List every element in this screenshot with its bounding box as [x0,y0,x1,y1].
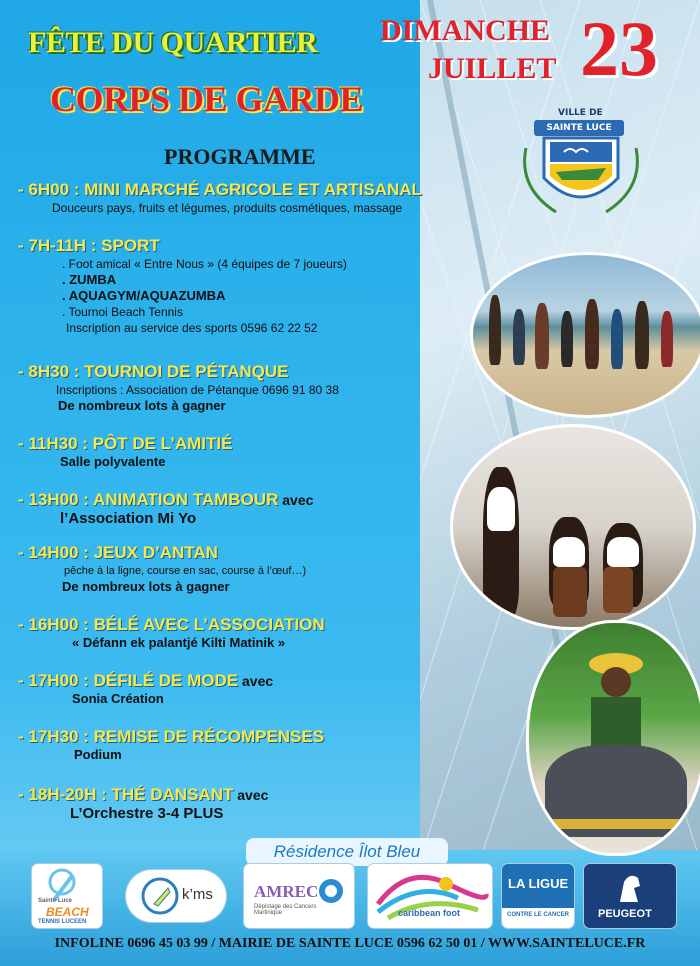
sainte-luce-logo [516,108,646,220]
program-item-detail: pêche à la ligne, course en sac, course à l’œuf…) [64,565,307,577]
program-item [18,615,325,651]
program-item-detail: L’Orchestre 3-4 PLUS [70,805,224,822]
date-month: JUILLET [428,52,557,85]
ribbon-icon [316,876,346,906]
program-item-detail: Douceurs pays, fruits et légumes, produits cosmétiques, massage [52,201,403,215]
logo-banner: SAINTE LUCE [534,120,624,136]
program-item-heading-suffix: avec [233,787,269,803]
program-item-detail: Sonia Création [72,691,164,706]
beach-tennis-line1: Sainte-Luce [38,898,73,904]
program-item-heading [18,785,268,805]
la-ligue-logo [502,864,574,928]
program-item-heading-main: - 17H00 : DÉFILÉ DE MODE [18,671,239,690]
date-day: DIMANCHE [380,14,550,47]
program-item [18,490,313,528]
footer-contact: INFOLINE 0696 45 03 99 / MAIRIE DE SAINTE LUCE 0596 62 50 01 / WWW.SAINTELUCE.FR [54,936,646,951]
program-item [18,434,232,470]
program-item-detail: Inscriptions : Association de Pétanque 0696 91 80 38 [56,383,339,397]
program-item-detail: « Défann ek palantjé Kilti Matinik » [72,635,286,650]
dancer-photo [526,620,700,856]
peugeot-text: PEUGEOT [598,908,652,920]
program-item-heading: - 7H-11H : SPORT [18,236,160,255]
program-item-heading: - 6H00 : MINI MARCHÉ AGRICOLE ET ARTISANAL [18,180,422,199]
program-item-detail: Podium [74,747,122,762]
swirl-icon [368,864,492,928]
program-item-heading-suffix: avec [238,673,274,689]
program-item [18,180,422,216]
program-item-detail: . Foot amical « Entre Nous » (4 équipes de 7 joueurs) [62,257,347,271]
logo-label-top: VILLE DE [558,108,603,118]
crest-icon [516,108,646,220]
program-item [18,727,324,763]
amrec-subtext: Dépistage des Cancers Martinique [254,904,317,916]
pen-nib-icon [140,876,180,916]
program-item [18,785,268,823]
program-item-heading-suffix: avec [278,492,314,508]
programme-title: PROGRAMME [164,144,316,169]
date-number: 23 [580,5,658,92]
program-item-heading-main: - 13H00 : ANIMATION TAMBOUR [18,490,279,509]
program-item [18,236,347,336]
peugeot-logo [584,864,676,928]
program-item-detail: Inscription au service des sports 0596 62 22 52 [66,321,318,335]
program-item-heading-main: - 18H-20H : THÉ DANSANT [18,785,234,804]
la-ligue-subtext: CONTRE LE CANCER [507,912,570,918]
program-item [18,543,306,595]
lion-icon [610,870,650,906]
caribbean-foot-text: caribbean foot [398,908,461,918]
program-item-heading: - 17H30 : REMISE DE RÉCOMPENSES [18,727,325,746]
caribbean-foot-logo [368,864,492,928]
la-ligue-text: LA LIGUE [508,876,569,891]
program-item-heading: - 16H00 : BÉLÉ AVEC L’ASSOCIATION [18,615,325,634]
program-item-detail: . AQUAGYM/AQUAZUMBA [62,288,226,303]
program-item [18,362,339,414]
program-item [18,671,273,707]
kms-text: k’ms [182,886,213,903]
amrec-text: AMREC [254,882,319,901]
program-item-detail: . Tournoi Beach Tennis [62,305,183,319]
program-item-detail: De nombreux lots à gagner [58,398,226,413]
program-item-detail: . ZUMBA [62,272,117,287]
program-item-detail: De nombreux lots à gagner [62,579,230,594]
kms-logo [126,870,226,922]
beach-zumba-photo [470,252,700,418]
program-item-heading: - 14H00 : JEUX D’ANTAN [18,543,218,562]
program-item-heading [18,671,273,691]
program-item-detail: Salle polyvalente [60,454,166,469]
event-title-line1: FÊTE DU QUARTIER [28,26,318,59]
program-item-heading: - 11H30 : PÔT DE L’AMITIÉ [18,434,233,453]
program-item-heading: - 8H30 : TOURNOI DE PÉTANQUE [18,362,289,381]
residence-label: Résidence Îlot Bleu [246,838,448,866]
program-item-detail: l’Association Mi Yo [60,510,197,527]
amrec-logo [244,864,354,928]
beach-tennis-line2: BEACH [46,905,89,919]
beach-tennis-logo [32,864,102,928]
beach-tennis-line3: TENNIS LUCEEN [38,919,87,925]
program-item-heading [18,490,313,510]
event-title-line2: CORPS DE GARDE [50,79,364,119]
drummers-photo [450,424,696,630]
